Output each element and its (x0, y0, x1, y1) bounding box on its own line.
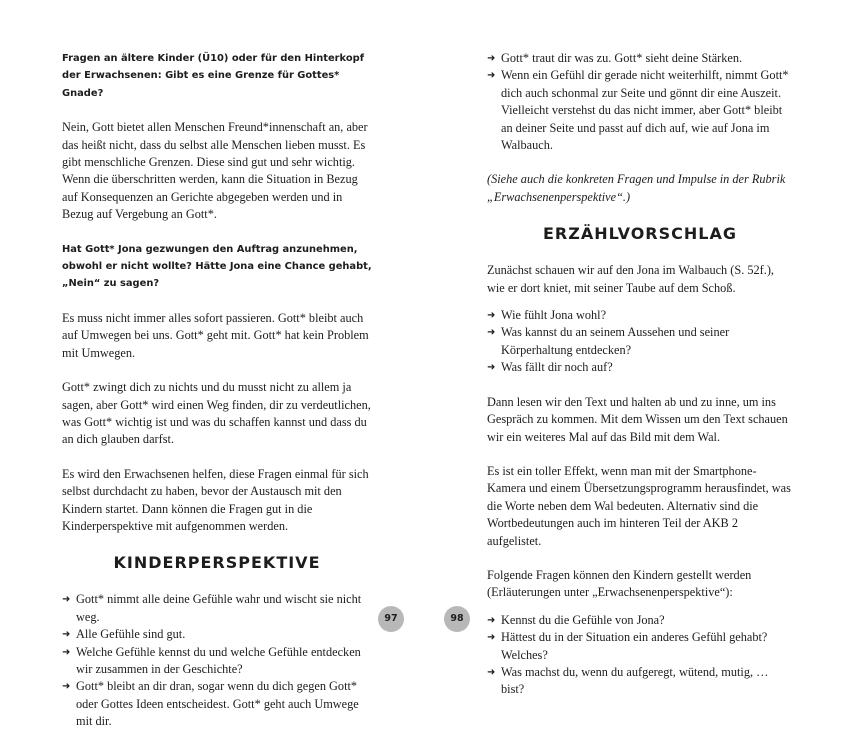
list-item: ➜ Wie fühlt Jona wohl? (487, 307, 793, 324)
left-column (62, 50, 372, 731)
arrow-icon: ➜ (487, 632, 496, 644)
arrow-icon: ➜ (62, 646, 71, 658)
list-item: ➜ Alle Gefühle sind gut. (62, 626, 372, 643)
paragraph: Folgende Fragen können den Kindern gestellt werden (Erläuterungen unter „Erwachsenenperspektive“): (487, 567, 752, 600)
bullet-list (487, 307, 793, 377)
arrow-icon: ➜ (487, 362, 496, 374)
list-item: ➜ Hättest du in der Situation ein anderes Gefühl gehabt? Welches? (487, 630, 768, 662)
list-item: ➜ Gott* bleibt an dir dran, sogar wenn du dich gegen Gott* oder Gottes Ideen entscheidest. Gott* geht auch Umwege mit dir. (62, 679, 359, 729)
paragraph: Es wird den Erwachsenen helfen, diese Fragen einmal für sich selbst durchdacht zu haben, bevor der Austausch mit den Kindern startet. Dann können die Fragen gut in die Kinderperspektive mit aufgenommen werden. (62, 466, 369, 533)
page-number: 97 (378, 606, 404, 632)
arrow-icon: ➜ (62, 681, 71, 693)
paragraph: Es ist ein toller Effekt, wenn man mit der Smartphone-Kamera und einem Übersetzungsprogramm herausfindet, was die Worte neben dem Wal bedeuten. Alternativ sind die Wortbedeutungen auch im hinteren Teil der AKB 2 aufgelistet. (487, 463, 791, 548)
right-page (424, 0, 847, 697)
list-item: ➜ Gott* nimmt alle deine Gefühle wahr und wischt sie nicht weg. (62, 592, 362, 624)
arrow-icon: ➜ (487, 70, 496, 82)
reference-note: (Siehe auch die konkreten Fragen und Impulse in der Rubrik „Erwachsenenperspektive“.) (487, 172, 786, 204)
list-item: ➜ Gott* traut dir was zu. Gott* sieht deine Stärken. (487, 50, 793, 67)
arrow-icon: ➜ (487, 53, 496, 64)
section-heading-erzaehlvorschlag: ERZÄHLVORSCHLAG (542, 224, 737, 244)
paragraph: Es muss nicht immer alles sofort passieren. Gott* bleibt auch auf Umwegen bei uns. Gott* geht mit. Gott* hat kein Problem mit Umwegen. (62, 310, 369, 360)
arrow-icon: ➜ (62, 594, 71, 606)
arrow-icon: ➜ (487, 327, 496, 339)
bullet-list (487, 50, 793, 154)
question-heading-grace: Fragen an ältere Kinder (Ü10) oder für den Hinterkopf der Erwachsenen: Gibt es eine Grenze für Gottes* Gnade? (62, 53, 364, 99)
left-page (0, 0, 423, 729)
bullet-list (62, 591, 372, 730)
paragraph: Gott* zwingt dich zu nichts und du musst nicht zu allem ja sagen, aber Gott* wird einen Weg finden, dir zu verdeutlichen, was Gott* wichtig ist und was du schaffen kannst und dass du an dich glauben darfst. (62, 380, 371, 447)
arrow-icon: ➜ (62, 629, 71, 641)
right-column (487, 50, 793, 699)
list-item: ➜ Was kannst du an seinem Aussehen und seiner Körperhaltung entdecken? (487, 325, 730, 357)
arrow-icon: ➜ (487, 614, 496, 626)
question-heading-jona: Hat Gott* Jona gezwungen den Auftrag anzunehmen, obwohl er nicht wollte? Hätte Jona eine Chance gehabt, „Nein“ zu sagen? (62, 243, 372, 290)
page-number: 98 (444, 606, 470, 632)
paragraph: Zunächst schauen wir auf den Jona im Walbauch (S. 52f.), wie er dort kniet, mit seiner Taube auf dem Schoß. (487, 263, 774, 295)
list-item: ➜ Welche Gefühle kennst du und welche Gefühle entdecken wir zusammen in der Geschichte? (62, 644, 361, 676)
arrow-icon: ➜ (487, 310, 496, 322)
list-item: ➜ Wenn ein Gefühl dir gerade nicht weiterhilft, nimmt Gott* dich auch schonmal zur Seite und gönnt dir eine Auszeit. Vielleicht verstehst du das nicht immer, aber Gott* bleibt an deiner Seite und passt auf dich auf, wie auf Jona im Walbauch. (487, 68, 789, 153)
list-item: ➜ Was fällt dir noch auf? (487, 359, 793, 376)
paragraph: Nein, Gott bietet allen Menschen Freund*innenschaft an, aber das heißt nicht, dass du selbst alle Menschen lieben musst. Es gibt menschliche Grenzen. Diese sind gut und sehr wichtig. Wenn die überschritten werden, kann die Situation in Bezug auf Konsequenzen an Gerichte abgegeben werden und in Bezug auf Vergebung an Gott*. (62, 120, 368, 222)
section-heading-kinderperspektive: KINDERPERSPEKTIVE (113, 553, 321, 573)
list-item: ➜ Kennst du die Gefühle von Jona? (487, 612, 793, 629)
paragraph: Dann lesen wir den Text und halten ab und zu inne, um ins Gespräch zu kommen. Mit dem Wissen um den Text schauen wir ein weiteres Mal auf das Bild mit dem Wal. (487, 394, 788, 444)
arrow-icon: ➜ (487, 666, 496, 678)
bullet-list (487, 612, 793, 699)
list-item: ➜ Was machst du, wenn du aufgeregt, wütend, mutig, … bist? (487, 664, 769, 697)
